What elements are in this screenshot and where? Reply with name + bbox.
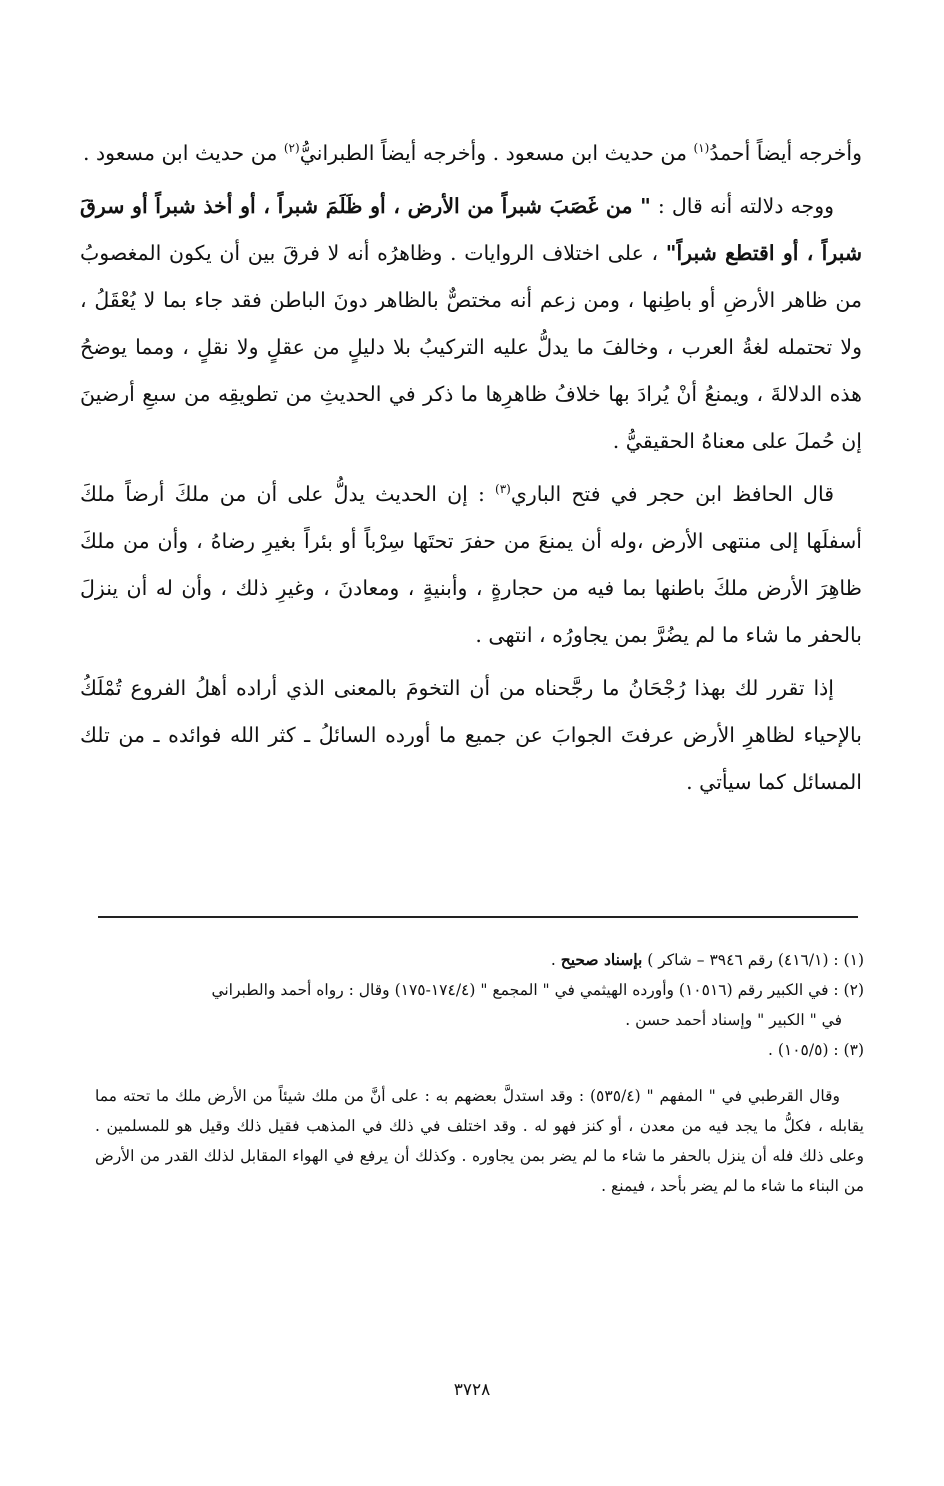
paragraph-4: إذا تقرر لك بهذا رُجْحَانُ ما رجَّحناه من أن التخومَ بالمعنى الذي أراده أهلُ الفروع تُمْلَكُ بالإحياء لظاهرِ الأرض عرفتَ الجوابَ عن جميع ما أورده السائلُ ـ كثر الله فوائده ـ من تلك المسائل كما سيأتي . (80, 676, 862, 794)
footnotes (95, 945, 864, 1201)
footnote-ref-2[interactable]: (٢) (283, 141, 300, 156)
paragraph-2: ووجه دلالته أنه قال : " من غَصَبَ شبراً من الأرض ، أو ظَلَمَ شبراً ، أو أخذ شبراً أو سرقَ شبراً ، أو اقتطع شبراً" ، على اختلاف الروايات . وظاهرُه أنه لا فرقَ بين أن يكون المغصوبُ من ظاهر الأرضِ أو باطِنها ، ومن زعم أنه مختصٌّ بالظاهر دونَ الباطن فقد جاء بما لا يُعْقَلُ ، ولا تحتمله لغةُ العرب ، وخالفَ ما يدلُّ عليه التركيبُ بلا دليلٍ من عقلٍ ولا نقلٍ ، ومما يوضحُ هذه الدلالةَ ، ويمنعُ أنْ يُرادَ بها خلافُ ظاهرِها ما ذكر في الحديثِ من تطويقِه من سبعِ أرضينَ إن حُملَ على معناهُ الحقيقيُّ . (80, 194, 863, 453)
hadith-quote: " من غَصَبَ شبراً من الأرض ، أو ظَلَمَ شبراً ، أو أخذ شبراً أو سرقَ شبراً ، أو اقتطع شبراً" (80, 194, 863, 265)
footnote-2: (٢) : في الكبير رقم (١٠٥١٦) وأورده الهيثمي في " المجمع " (١٧٤/٤-١٧٥) وقال : رواه أحمد والطبراني (211, 981, 864, 999)
footnote-ref-1[interactable]: (١) (693, 141, 710, 156)
footnote-separator (98, 916, 858, 918)
paragraph-3: قال الحافظ ابن حجر في فتح الباري$^{(٣)}$ : إن الحديث يدلُّ على أن من ملكَ أرضاً ملكَ أسفلَها إلى منتهى الأرض ،وله أن يمنعَ من حفرَ تحتَها سِرْباً أو بئراً بغيرِ رضاهُ ، وأن من ملكَ ظاهِرَ الأرض ملكَ باطنها بما فيه من حجارةٍ ، وأبنيةٍ ، ومعادنَ ، وغيرِ ذلك ، وأن له أن ينزلَ بالحفر ما شاء ما لم يضُرَّ بمن يجاورُه ، انتهى . (80, 482, 862, 647)
main-text (80, 130, 862, 806)
footnote-1: (١) : (٤١٦/١) رقم ٣٩٤٦ – شاكر ) بإسناد صحيح . (550, 950, 864, 969)
footnote-3: (٣) : (١٠٥/٥) . (768, 1041, 864, 1059)
footnote-2-continuation: في " الكبير " وإسناد أحمد حسن . (625, 1011, 842, 1029)
footnote-ref-3[interactable]: (٣) (495, 482, 511, 497)
page-number: ٣٧٢٨ (453, 1380, 491, 1400)
paragraph-1: وأخرجه أيضاً أحمدُ$^{(١)}$ من حديث ابن مسعود . وأخرجه أيضاً الطبرانيُّ$^{(٢)}$ من حديث ابن مسعود . (83, 141, 862, 165)
footnote-3-note: وقال القرطبي في " المفهم " (٥٣٥/٤) : وقد استدلَّ بعضهم به : على أنَّ من ملك شيئاً من الأرض ملك ما تحته مما يقابله ، فكلُّ ما يجد فيه من معدن ، أو كنز فهو له . وقد اختلف في ذلك في المذهب فقيل ذلك وقيل هو للمسلمين . وعلى ذلك فله أن ينزل بالحفر ما شاء ما لم يضر بمن يجاوره . وكذلك أن يرفع في الهواء المقابل لذلك القدر من الأرض من البناء ما شاء ما لم يضر بأحد ، فيمنع . (95, 1087, 864, 1195)
